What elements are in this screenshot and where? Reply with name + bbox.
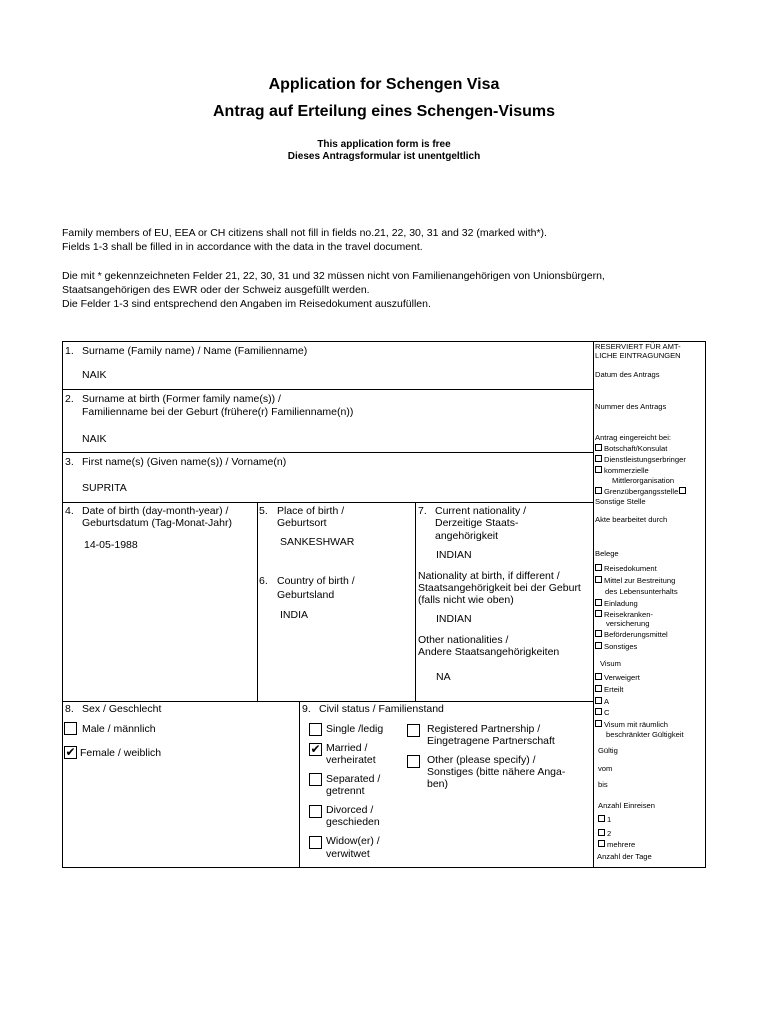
checkbox-icon: [595, 466, 602, 473]
checkbox-icon: [595, 610, 602, 617]
sidebar-eingereicht: Antrag eingereicht bei:: [595, 433, 671, 442]
other-nationalities-label-line2: Andere Staatsangehörigkeiten: [418, 646, 560, 658]
surname-at-birth-input[interactable]: NAIK: [82, 433, 107, 445]
married-label-line2: verheiratet: [326, 754, 376, 766]
sidebar-sonstige-stelle: Sonstige Stelle: [595, 497, 646, 506]
checkbox-icon: [595, 708, 602, 715]
sidebar-c: C: [595, 708, 609, 717]
single-label: Single /ledig: [326, 723, 384, 735]
intro-german-line2: Staatsangehörigen des EWR oder der Schweiz ausgefüllt werden.: [62, 284, 370, 296]
sidebar-anzahl-einreisen: Anzahl Einreisen: [598, 801, 655, 810]
sidebar-belege: Belege: [595, 549, 619, 558]
married-label-line1: Married /: [326, 742, 368, 754]
widow-checkbox[interactable]: [309, 836, 322, 849]
checkbox-icon: [598, 840, 605, 847]
current-nationality-input[interactable]: INDIAN: [436, 549, 472, 561]
sidebar-nummer: Nummer des Antrags: [595, 402, 667, 411]
checkbox-icon: [595, 720, 602, 727]
checkbox-icon: [598, 815, 605, 822]
field7-label-line1: Current nationality /: [435, 505, 527, 517]
nationality-at-birth-label-line2: Staatsangehörigkeit bei der Geburt: [418, 582, 581, 594]
sidebar-einreisen-1: 1: [598, 815, 611, 824]
country-of-birth-input[interactable]: INDIA: [280, 609, 309, 621]
sidebar-divider: [593, 341, 594, 868]
sidebar-einladung: Einladung: [595, 599, 638, 608]
place-of-birth-input[interactable]: SANKESHWAR: [280, 536, 355, 548]
separated-label-line1: Separated /: [326, 773, 381, 785]
separated-label-line2: getrennt: [326, 785, 365, 797]
sidebar-erteilt: Erteilt: [595, 685, 623, 694]
intro-german-line3: Die Felder 1-3 sind entsprechend den Angaben im Reisedokument auszufüllen.: [62, 298, 431, 310]
sidebar-reisekranken: Reisekranken-: [595, 610, 653, 619]
male-checkbox[interactable]: [64, 722, 77, 735]
sidebar-kommerz-line2: Mittlerorganisation: [612, 476, 675, 485]
checkbox-icon: [595, 455, 602, 462]
sidebar-dienst: Dienstleistungserbringer: [595, 455, 686, 464]
sidebar-mittel: Mittel zur Bestreitung: [595, 576, 675, 585]
checkbox-icon: [595, 487, 602, 494]
divorced-label-line1: Divorced /: [326, 804, 374, 816]
checkbox-icon: [595, 697, 602, 704]
field5-label-line1: Place of birth /: [277, 505, 345, 517]
row-divider-3: [62, 502, 594, 503]
female-label: Female / weiblich: [80, 747, 162, 759]
other-status-label-line2: Sonstiges (bitte nähere Anga-: [427, 766, 566, 778]
sidebar-mehrere: mehrere: [598, 840, 635, 849]
checkbox-icon: [595, 564, 602, 571]
field1-number: 1.: [65, 345, 74, 357]
other-status-label-line1: Other (please specify) /: [427, 754, 536, 766]
field3-label: First name(s) (Given name(s)) / Vorname(n): [82, 456, 287, 468]
sidebar-befoerderung: Beförderungsmittel: [595, 630, 668, 639]
field7-label-line2: Derzeitige Staats-: [435, 517, 519, 529]
other-status-label-line3: ben): [427, 778, 449, 790]
col-divider-4-5: [257, 502, 258, 701]
other-nationalities-label-line1: Other nationalities /: [418, 634, 509, 646]
sidebar-kommerz: kommerzielle: [595, 466, 649, 475]
title-english: Application for Schengen Visa: [268, 76, 500, 93]
sidebar-vtl-line2: beschränkter Gültigkeit: [606, 730, 684, 739]
col-divider-5-7: [415, 502, 416, 701]
other-nationalities-input[interactable]: NA: [436, 671, 451, 683]
checkbox-icon: [679, 487, 686, 494]
field3-number: 3.: [65, 456, 74, 468]
free-notice-german: Dieses Antragsformular ist unentgeltlich: [287, 151, 481, 162]
field7-label-line3: angehörigkeit: [435, 530, 499, 542]
nationality-at-birth-input[interactable]: INDIAN: [436, 613, 472, 625]
intro-english-line1: Family members of EU, EEA or CH citizens shall not fill in fields no.21, 22, 30, 31 and 32 (marked with*).: [62, 227, 547, 239]
col-divider-8-9: [299, 701, 300, 868]
checkbox-icon: [595, 576, 602, 583]
field6-label-line1: Country of birth /: [277, 575, 355, 587]
sidebar-bis: bis: [598, 780, 608, 789]
sidebar-einreisen-2: 2: [598, 829, 611, 838]
sidebar-visum: Visum: [600, 659, 621, 668]
field5-label-line2: Geburtsort: [277, 517, 327, 529]
sidebar-anzahl-tage: Anzahl der Tage: [597, 852, 652, 861]
sidebar-verweigert: Verweigert: [595, 673, 640, 682]
title-german: Antrag auf Erteilung eines Schengen-Visums: [213, 103, 555, 120]
sidebar-sonstiges: Sonstiges: [595, 642, 637, 651]
date-of-birth-input[interactable]: 14-05-1988: [84, 539, 138, 551]
sidebar-reisekranken-line2: versicherung: [606, 619, 650, 628]
field8-label: Sex / Geschlecht: [82, 703, 162, 715]
sidebar-reisedok: Reisedokument: [595, 564, 657, 573]
nationality-at-birth-label-line3: (falls nicht wie oben): [418, 594, 514, 606]
field6-label-line2: Geburtsland: [277, 589, 335, 601]
checkbox-icon: [595, 630, 602, 637]
first-name-input[interactable]: SUPRITA: [82, 482, 127, 494]
checkbox-icon: [595, 685, 602, 692]
male-label: Male / männlich: [82, 723, 156, 735]
sidebar-a: A: [595, 697, 609, 706]
sidebar-datum: Datum des Antrags: [595, 370, 660, 379]
divorced-checkbox[interactable]: [309, 805, 322, 818]
row-divider-4: [62, 701, 594, 702]
field2-label-line1: Surname at birth (Former family name(s)) /: [82, 393, 281, 405]
checkbox-icon: [595, 673, 602, 680]
checkbox-icon: [595, 444, 602, 451]
row-divider-2: [62, 452, 594, 453]
sidebar-reserved-line2: LICHE EINTRAGUNGEN: [595, 351, 681, 360]
other-status-checkbox[interactable]: [407, 755, 420, 768]
field4-number: 4.: [65, 505, 74, 517]
field9-label: Civil status / Familienstand: [319, 703, 444, 715]
row-divider-1: [62, 389, 594, 390]
checkbox-icon: [598, 829, 605, 836]
sidebar-grenz: Grenzübergangsstelle: [595, 487, 688, 496]
single-checkbox[interactable]: [309, 723, 322, 736]
field7-number: 7.: [418, 505, 427, 517]
field2-label-line2: Familienname bei der Geburt (frühere(r) Familienname(n)): [82, 406, 354, 418]
divorced-label-line2: geschieden: [326, 816, 380, 828]
field9-number: 9.: [302, 703, 311, 715]
sidebar-vtl: Visum mit räumlich: [595, 720, 668, 729]
sidebar-reserved-line1: RESERVIERT FÜR AMT-: [595, 342, 681, 351]
intro-german-line1: Die mit * gekennzeichneten Felder 21, 22, 30, 31 und 32 müssen nicht von Familienangehörigen von Unionsbürgern,: [62, 270, 605, 282]
field4-label-line1: Date of birth (day-month-year) /: [82, 505, 229, 517]
registered-partnership-checkbox[interactable]: [407, 724, 420, 737]
surname-input[interactable]: NAIK: [82, 369, 107, 381]
field6-number: 6.: [259, 575, 268, 587]
nationality-at-birth-label-line1: Nationality at birth, if different /: [418, 570, 560, 582]
field1-label: Surname (Family name) / Name (Familienname): [82, 345, 308, 357]
separated-checkbox[interactable]: [309, 773, 322, 786]
sidebar-vom: vom: [598, 764, 613, 773]
field5-number: 5.: [259, 505, 268, 517]
widow-label-line1: Widow(er) /: [326, 835, 380, 847]
intro-english-line2: Fields 1-3 shall be filled in in accordance with the data in the travel document.: [62, 241, 423, 253]
sidebar-mittel-line2: des Lebensunterhalts: [605, 587, 678, 596]
free-notice-english: This application form is free: [317, 139, 451, 150]
field8-number: 8.: [65, 703, 74, 715]
widow-label-line2: verwitwet: [326, 848, 370, 860]
married-checkbox[interactable]: ✔: [310, 742, 321, 756]
field4-label-line2: Geburtsdatum (Tag-Monat-Jahr): [82, 517, 232, 529]
checkbox-icon: [595, 599, 602, 606]
sidebar-botschaft: Botschaft/Konsulat: [595, 444, 667, 453]
registered-partnership-label-line1: Registered Partnership /: [427, 723, 541, 735]
sidebar-gueltig: Gültig: [598, 746, 618, 755]
sidebar-akte: Akte bearbeitet durch: [595, 515, 668, 524]
registered-partnership-label-line2: Eingetragene Partnerschaft: [427, 735, 555, 747]
field2-number: 2.: [65, 393, 74, 405]
female-checkbox[interactable]: ✔: [65, 745, 76, 759]
checkbox-icon: [595, 642, 602, 649]
